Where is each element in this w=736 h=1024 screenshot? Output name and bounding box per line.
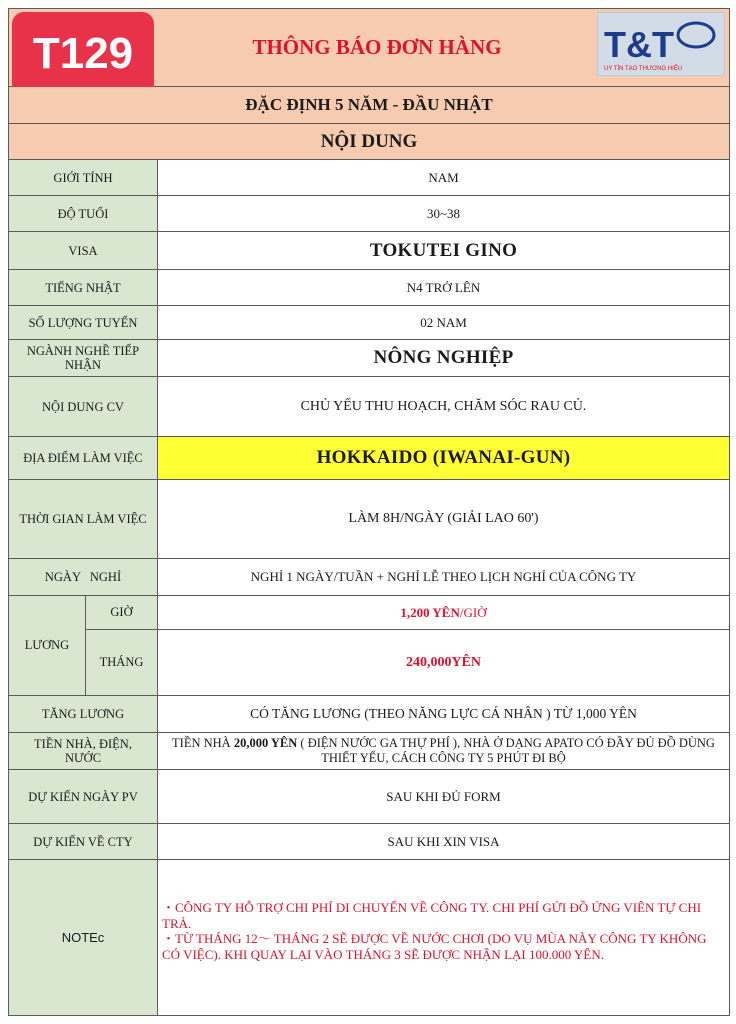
section-heading: NỘI DUNG	[320, 130, 418, 152]
salary-month-label: THÁNG	[86, 630, 158, 695]
subtitle: ĐẶC ĐỊNH 5 NĂM - ĐẦU NHẬT	[245, 95, 493, 114]
note-label: NOTEc	[9, 860, 158, 1015]
row-japanese	[9, 270, 729, 306]
row-age	[9, 196, 729, 232]
industry-value: NÔNG NGHIỆP	[373, 347, 514, 368]
row-work-hours	[9, 480, 729, 559]
raise-value: CÓ TĂNG LƯƠNG (THEO NĂNG LỰC CÁ NHÂN ) TỪ 1,000 YÊN	[250, 706, 637, 721]
row-salary	[9, 596, 729, 696]
salary-hour-value: 1,200 YÊN	[400, 604, 460, 620]
japanese-value: N4 TRỞ LÊN	[406, 279, 481, 295]
logo-letters: T&T	[604, 24, 674, 65]
days-off-label: NGÀY NGHỈ	[9, 559, 158, 595]
row-visa	[9, 232, 729, 270]
row-industry	[9, 340, 729, 377]
note-line-2: ・TỪ THÁNG 12～ THÁNG 2 SẼ ĐƯỢC VỀ NƯỚC CHƠI (DO VỤ MÙA NÀY CÔNG TY KHÔNG CÓ VIỆC). KHI QUAY LẠI VÀO THÁNG 3 SẼ ĐƯỢC NHẬN LẠI 100.000 YÊN.	[162, 931, 707, 962]
visa-label: VISA	[9, 232, 158, 269]
row-workplace	[9, 437, 729, 480]
row-job-content	[9, 377, 729, 437]
header-row	[9, 9, 729, 87]
order-code-badge: T129	[12, 12, 154, 96]
salary-hour-suffix: /GIỜ	[459, 604, 487, 620]
age-label: ĐỘ TUỔI	[9, 196, 158, 231]
gender-label: GIỚI TÍNH	[9, 160, 158, 195]
arrival-label: DỰ KIẾN VỀ CTY	[9, 824, 158, 859]
logo-tagline: UY TÍN TẠO THƯƠNG HIỆU	[604, 66, 683, 72]
row-note	[9, 860, 729, 1015]
arrival-value: SAU KHI XIN VISA	[387, 833, 500, 849]
quantity-label: SỐ LƯỢNG TUYỂN	[9, 306, 158, 339]
interview-date-label: DỰ KIẾN NGÀY PV	[9, 770, 158, 823]
work-hours-value: LÀM 8H/NGÀY (GIẢI LAO 60')	[348, 511, 539, 526]
raise-label: TĂNG LƯƠNG	[9, 696, 158, 732]
salary-hour-label: GIỜ	[86, 596, 158, 630]
salary-label: LƯƠNG	[9, 596, 86, 695]
row-arrival	[9, 824, 729, 860]
industry-label: NGÀNH NGHỀ TIẾP NHẬN	[9, 340, 158, 376]
housing-amount: 20,000 YÊN	[233, 736, 298, 750]
subtitle-row	[9, 87, 729, 124]
row-raise	[9, 696, 729, 733]
japanese-label: TIẾNG NHẬT	[9, 270, 158, 305]
row-housing	[9, 733, 729, 770]
salary-hour-cell	[158, 596, 729, 630]
workplace-label: ĐỊA ĐIỂM LÀM VIỆC	[9, 437, 158, 479]
housing-details: ( ĐIỆN NƯỚC GA THỰ PHÍ ), NHÀ Ở DẠNG APATO CÓ ĐẦY ĐỦ ĐỒ DÙNG THIẾT YẾU, CÁCH CÔNG TY 5 PHÚT ĐI BỘ	[297, 736, 715, 765]
note-line-1: ・CÔNG TY HỖ TRỢ CHI PHÍ DI CHUYỂN VỀ CÔNG TY. CHI PHÍ GỬI ĐỒ ỨNG VIÊN TỰ CHI TRẢ.	[162, 900, 702, 931]
job-content-label: NỘI DUNG CV	[9, 377, 158, 436]
notice-title: THÔNG BÁO ĐƠN HÀNG	[252, 34, 502, 59]
housing-prefix: TIỀN NHÀ	[172, 736, 234, 750]
row-gender	[9, 160, 729, 196]
workplace-value: HOKKAIDO (IWANAI-GUN)	[158, 437, 729, 479]
gender-value: NAM	[428, 169, 459, 185]
job-content-value: CHỦ YẾU THU HOẠCH, CHĂM SÓC RAU CỦ.	[300, 398, 587, 414]
note-body	[158, 860, 729, 1015]
quantity-value: 02 NAM	[420, 314, 467, 330]
housing-value	[158, 733, 729, 769]
order-notice-sheet	[8, 8, 730, 1016]
company-logo	[597, 12, 725, 76]
days-off-value: NGHỈ 1 NGÀY/TUẦN + NGHỈ LỄ THEO LỊCH NGHỈ CỦA CÔNG TY	[250, 569, 637, 584]
row-quantity	[9, 306, 729, 340]
company-logo-icon	[598, 13, 724, 75]
age-value: 30~38	[426, 205, 461, 221]
visa-value: TOKUTEI GINO	[369, 239, 518, 261]
salary-month-value: 240,000YÊN	[405, 654, 482, 670]
row-interview-date	[9, 770, 729, 824]
row-days-off	[9, 559, 729, 596]
section-heading-row	[9, 124, 729, 160]
work-hours-label: THỜI GIAN LÀM VIỆC	[9, 480, 158, 558]
housing-label: TIỀN NHÀ, ĐIỆN, NƯỚC	[9, 733, 158, 769]
interview-date-value: SAU KHI ĐỦ FORM	[386, 788, 501, 804]
